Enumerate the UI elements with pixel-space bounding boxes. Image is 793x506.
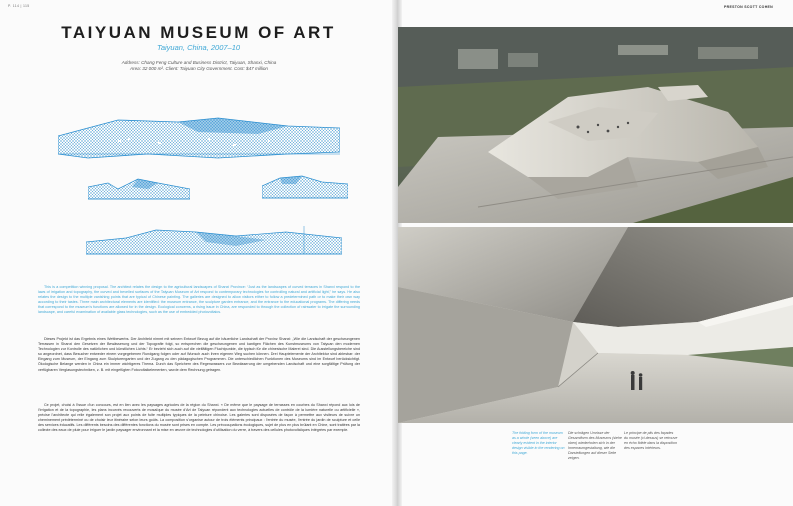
body-text-german: Dieses Projekt ist das Ergebnis eines Wettbewerbs. Der Architekt nimmt mit seinem Entwurf Bezug auf die bäuerliche Landschaft der Provinz Shanxi: „Wie die Landschaft der geschwungenen Terrassen in Shanxi den Gesetzen der Bewässerung und der Topografie folgt, so entsprechen die geschwungenen und kantigen Flächen des Kunstmuseums von Taiyuan den modernen Technologien zur Kontrolle des natürlichen und künstlichen Lichts.“ Er bezieht sich auch auf die vielfältigen Fluchtpunkte, die typisch für die chinesische Malerei sind. Die Ausstellungsbereiche sind so angeordnet, dass Besucher entweder einem vorgegebenen Rundgang folgen oder auf Wunsch auch ihren eigenen Weg suchen können. Drei Hauptelemente der Architektur sind ablesbar: der Eingang zum Museum, der Eingang zum Skulpturengarten und der Zugang zu den pädagogischen Programmen. Die unterschiedlichen Funktionen des Museums sind im Entwurf berücksichtigt. Ökologische Belange werden in China ein immer wichtigeres Thema. Durch das Speichern des Regenwassers zur Bewässerung der umgebenden Landschaft und eine sorgfältige Prüfung der verfügbaren Verglasungstechniken, z. B. mit eingefügten Fotovoltaikelementen, wurde dem Rechnung getragen. xyxy=(38,337,360,372)
body-text-english: This is a competition winning proposal. The architect relates the design to the agricultural landscapes of Shanxi Province: “Just as the landscapes of curved terraces in Shanxi respond to the laws of irrigation and topography, the curved and bevelled surfaces of the Taiyuan Museum of Art respond to contemporary technologies for controlling natural and artificial light,” he says. He also relates the design to the multiple vanishing points that are typical of Chinese painting. The galleries are designed to allow visitors either to follow a predetermined path or to make their own way according to their tastes. Three main architectural elements are identified: the museum entrance, the sculpture garden entrance, and the entrance to the educational programs. The differing needs that correspond to the museum’s functions are allowed for in the design. Ecological concerns, a rising issue in China, are responded to through the collection of rainwater to irrigate the surrounding landscape, and careful examination of available glass technologies, such as the use of embedded photovoltaics. xyxy=(38,285,360,315)
page-title: TAIYUAN MUSEUM OF ART xyxy=(61,23,336,42)
elevation-drawing-lower xyxy=(86,222,342,260)
interior-rendering xyxy=(398,227,793,423)
meta-area-client-cost: Area: 32 000 m². Client: Taiyuan City Government. Cost: $47 million xyxy=(130,66,268,71)
page-subtitle: Taiyuan, China, 2007–10 xyxy=(156,43,241,52)
project-meta xyxy=(60,60,338,72)
aerial-rendering xyxy=(398,27,793,223)
caption-english: The folding form of the museum as a whole (seen above) are clearly evident in the interior design visible in the rendering on this page. xyxy=(512,431,565,455)
meta-address: Address: Chang Feng Culture and Business District, Taiyuan, Shanxi, China xyxy=(121,60,277,65)
caption-french: Le principe de plis des façades du musée (ci-dessus) se retrouve en écho fidèle dans la disposition des espaces intérieurs. xyxy=(624,431,678,450)
elevation-drawing-long xyxy=(58,114,340,160)
caption-german: Die schrägen Umrisse der Gesamtform des Museums (siehe oben) wiederholen sich in der Innenraumgestaltung, wie die Darstellungen auf dieser Seite zeigen. xyxy=(568,431,622,460)
body-text-french: Ce projet, choisi à l’issue d’un concours, est en lien avec les paysages agricoles de la région du Shanxi. « De même que le paysage de terrasses en courbes du Shanxi répond aux lois de l’irrigation et de la topographie, les plans incurvés recouverts de mosaïque du musée d’Art de Taiyuan répondent aux technologies actuelles de contrôle de la lumière naturelle ou artificielle », précise l’architecte qui relie également son projet aux points de fuite multiples typiques de la peinture chinoise. Les galeries sont disposées de façon à permettre aux visiteurs de suivre un cheminement prédéterminé ou de choisir leur itinéraire selon leurs goûts. La composition s’organise autour de trois éléments principaux : l’entrée du musée, l’entrée du jardin de sculpture et celle des services éducatifs. Les différents besoins des différentes fonctions du musée sont prises en compte. Les préoccupations écologiques, sujet de plus en plus brûlant en Chine, sont traitées par la collecte des eaux de pluie pour irriguer le jardin paysager environnant et la mise en œuvre de technologies d’utilisation du verre, à travers des cellules photovoltaïques intégrées par exemple. xyxy=(38,403,360,433)
elevation-drawing-small-left xyxy=(88,175,190,203)
folio-right: PRESTON SCOTT COHEN xyxy=(723,5,773,9)
folio-left: P. 114 | 115 xyxy=(8,4,30,8)
elevation-drawing-small-right xyxy=(262,172,348,203)
